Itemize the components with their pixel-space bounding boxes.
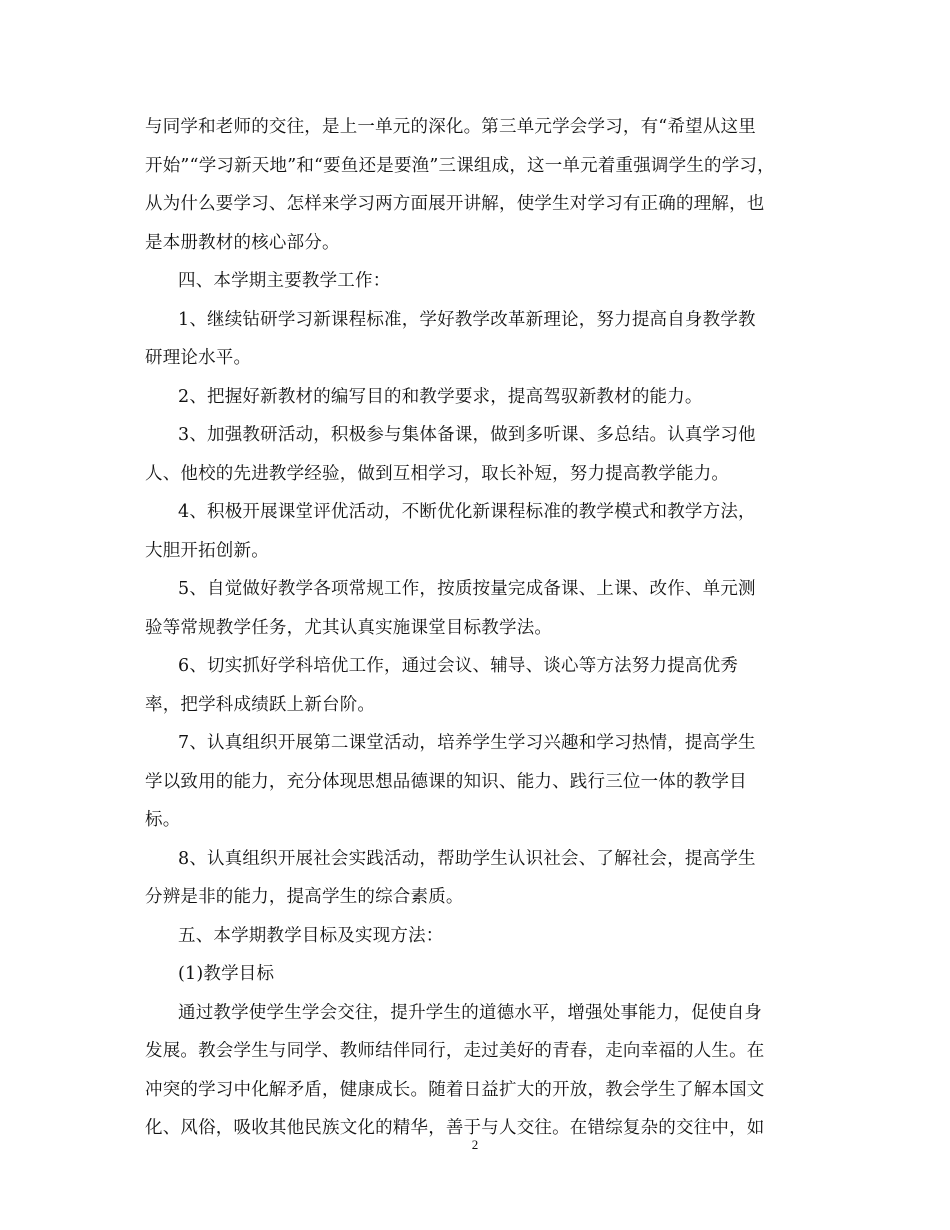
text-line: 标。 (145, 810, 181, 830)
section-heading: 四、本学期主要教学工作： (178, 271, 391, 291)
text-line: 从为什么要学习、怎样来学习两方面展开讲解，使学生对学习有正确的理解，也 (145, 194, 765, 214)
list-item-3: 3、加强教研活动，积极参与集体备课，做到多听课、多总结。认真学习他 (178, 425, 756, 445)
text-line: 通过教学使学生学会交往，提升学生的道德水平，增强处事能力，促使自身 (178, 1003, 763, 1023)
list-item-7: 7、认真组织开展第二课堂活动，培养学生学习兴趣和学习热情，提高学生 (178, 733, 756, 753)
text-line: 发展。教会学生与同学、教师结伴同行，走过美好的青春，走向幸福的人生。在 (145, 1041, 765, 1061)
text-line: 率，把学科成绩跃上新台阶。 (145, 695, 376, 715)
text-line: 学以致用的能力，充分体现思想品德课的知识、能力、践行三位一体的教学目 (145, 772, 747, 792)
list-item-1: 1、继续钻研学习新课程标准，学好教学改革新理论，努力提高自身教学教 (178, 310, 756, 330)
list-item-8: 8、认真组织开展社会实践活动，帮助学生认识社会、了解社会，提高学生 (178, 849, 756, 869)
list-item-6: 6、切实抓好学科培优工作，通过会议、辅导、谈心等方法努力提高优秀 (178, 656, 739, 676)
text-line: 冲突的学习中化解矛盾，健康成长。随着日益扩大的开放，教会学生了解本国文 (145, 1080, 765, 1100)
page-number: 2 (471, 1137, 479, 1152)
text-line: 验等常规教学任务，尤其认真实施课堂目标教学法。 (145, 618, 553, 638)
text-line: 与同学和老师的交往，是上一单元的深化。第三单元学会学习，有“希望从这里 (145, 117, 756, 137)
text-line: 化、风俗，吸收其他民族文化的精华，善于与人交往。在错综复杂的交往中，如 (145, 1118, 765, 1138)
list-item-2: 2、把握好新教材的编写目的和教学要求，提高驾驭新教材的能力。 (178, 387, 703, 407)
text-line: 是本册教材的核心部分。 (145, 233, 340, 253)
text-line: 大胆开拓创新。 (145, 541, 269, 561)
text-line: 研理论水平。 (145, 348, 252, 368)
text-line: 开始”“学习新天地”和“要鱼还是要渔”三课组成，这一单元着重强调学生的学习， (145, 156, 775, 176)
text-line: 人、他校的先进教学经验，做到互相学习，取长补短，努力提高教学能力。 (145, 464, 730, 484)
list-item-4: 4、积极开展课堂评优活动，不断优化新课程标准的教学模式和教学方法， (178, 502, 756, 522)
text-line: 分辨是非的能力，提高学生的综合素质。 (145, 887, 464, 907)
section-heading: 五、本学期教学目标及实现方法： (178, 926, 444, 946)
subsection-heading: (1)教学目标 (178, 964, 275, 984)
list-item-5: 5、自觉做好教学各项常规工作，按质按量完成备课、上课、改作、单元测 (178, 579, 756, 599)
